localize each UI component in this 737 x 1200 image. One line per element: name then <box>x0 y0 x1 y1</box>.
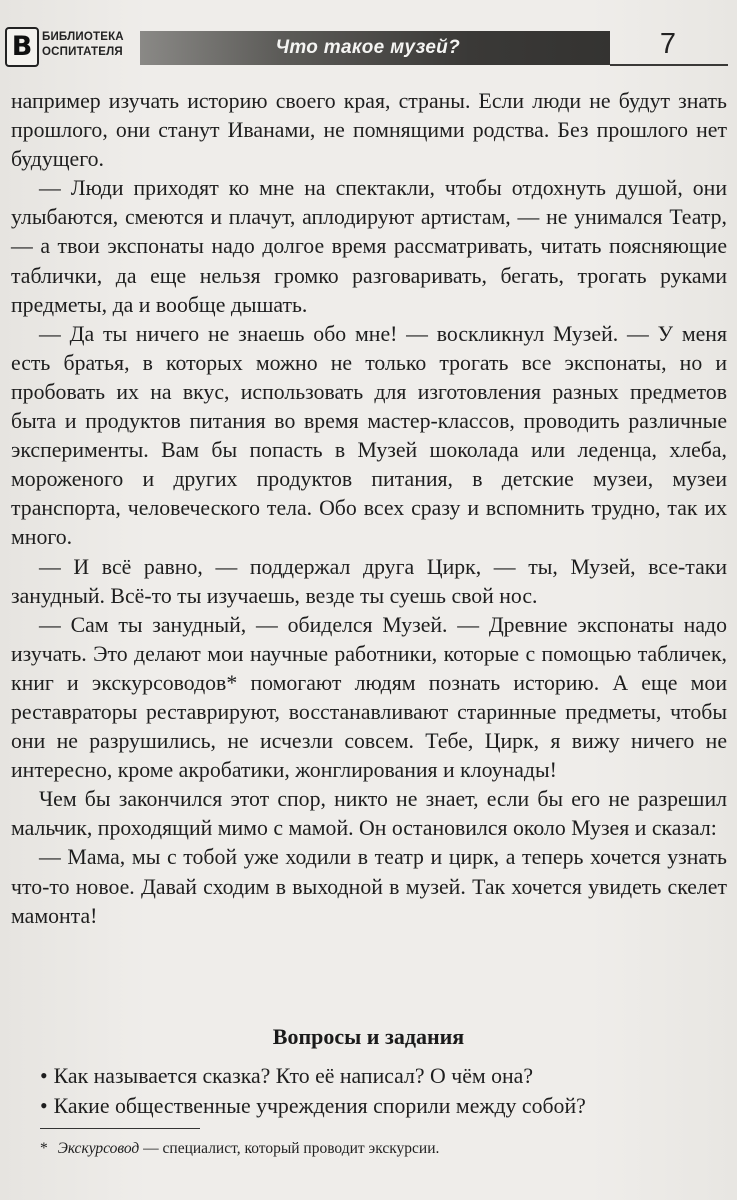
series-logo-line-1: БИБЛИОТЕКА <box>42 31 124 43</box>
bullet-marker: • <box>40 1064 48 1088</box>
footnote-marker: * <box>40 1140 48 1157</box>
paragraph: — Сам ты занудный, — обиделся Музей. — Древние экспонаты надо изучать. Это делают мои научные работники, которые с помощью табличек, книг и экскурсоводов* помогают людям познать историю. А еще мои реставраторы реставрируют, восстанавливают старинные предметы, чтобы они не разрушились, не исчезли совсем. Тебе, Цирк, я вижу ничего не интересно, кроме акробатики, жонглирования и клоунады! <box>11 612 727 783</box>
paragraph: Чем бы закончился этот спор, никто не знает, если бы его не разрешил мальчик, проходящий мимо с мамой. Он остановился около Музея и сказал: <box>11 787 727 841</box>
header-rule <box>610 64 728 66</box>
paragraph: — Люди приходят ко мне на спектакли, чтобы отдохнуть душой, они улыбаются, смеются и плачут, аплодируют артистам, — не унимался Театр, — а твои экспонаты надо долгое время рассматривать, читать поясняющие таблички, да еще нельзя громко разговаривать, бегать, трогать руками предметы, да и вообще дышать. <box>11 176 727 317</box>
bullet-marker: • <box>40 1093 48 1118</box>
paragraph: — И всё равно, — поддержал друга Цирк, — ты, Музей, все-таки занудный. Всё-то ты изучаешь, везде ты суешь свой нос. <box>11 554 727 608</box>
series-logo-text <box>42 30 124 60</box>
series-logo <box>5 27 135 65</box>
questions-heading: Вопросы и задания <box>272 1024 465 1049</box>
footnote-term: Экскурсовод <box>57 1140 140 1157</box>
main-text <box>11 87 727 931</box>
question-item <box>40 1062 730 1092</box>
footnote-rule <box>40 1128 200 1129</box>
footnote-definition: — специалист, который проводит экскурсии. <box>139 1140 440 1157</box>
paragraph: например изучать историю своего края, страны. Если люди не будут знать прошлого, они станут Иванами, не помнящими родства. Без прошлого нет будущего. <box>11 89 727 172</box>
paragraph: — Да ты ничего не знаешь обо мне! — воскликнул Музей. — У меня есть братья, в которых можно не только трогать все экспонаты, но и пробовать их на вкус, использовать для изготовления разных предметов быта и продуктов питания во время мастер-классов, проводить различные эксперименты. Вам бы попасть в Музей шоколада или леденца, хлеба, мороженого и других продуктов питания, в детские музеи, музеи транспорта, человеческого тела. Обо всех сразу и вспомнить трудно, так их много. <box>11 321 727 550</box>
footnote <box>40 1138 730 1160</box>
paragraph: — Мама, мы с тобой уже ходили в театр и цирк, а теперь хочется узнать что-то новое. Давай сходим в выходной в музей. Так хочется увидеть скелет мамонта! <box>11 845 727 928</box>
running-header-title: Что такое музей? <box>275 37 460 58</box>
question-text: Как называется сказка? Кто её написал? О чём она? <box>53 1064 534 1088</box>
question-item <box>40 1092 730 1122</box>
series-logo-line-2: ОСПИТАТЕЛЯ <box>42 46 123 58</box>
questions-list <box>40 1062 730 1121</box>
running-header-bar <box>140 31 610 65</box>
page-number: 7 <box>659 28 677 60</box>
question-text: Какие общественные учреждения спорили между собой? <box>53 1093 586 1118</box>
series-logo-letter: В <box>5 27 39 67</box>
